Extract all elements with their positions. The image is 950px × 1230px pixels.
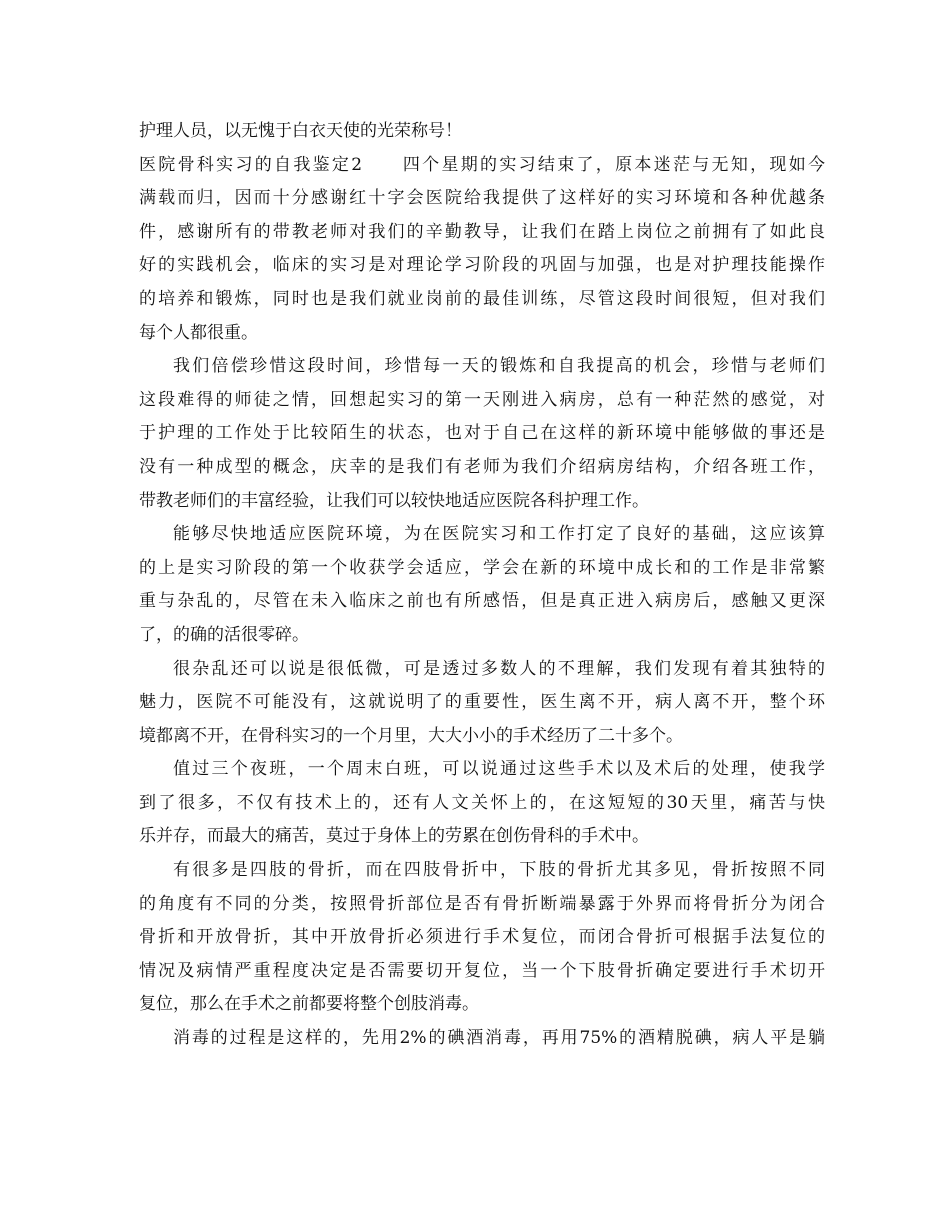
text-line: 魅力，医院不可能没有，这就说明了的重要性，医生离不开，病人离不开，整个环 [139,692,825,713]
text-line: 好的实践机会，临床的实习是对理论学习阶段的巩固与加强，也是对护理技能操作 [139,255,825,276]
text-line: 乐并存，而最大的痛苦，莫过于身体上的劳累在创伤骨科的手术中。 [139,826,649,847]
text-line: 了，的确的活很零碎。 [139,624,309,645]
text-line: 我们倍偿珍惜这段时间，珍惜每一天的锻炼和自我提高的机会，珍惜与老师们 [173,356,825,377]
text-line: 到了很多，不仅有技术上的，还有人文关怀上的，在这短短的30天里，痛苦与快 [139,792,825,813]
text-line: 骨折和开放骨折，其中开放骨折必须进行手术复位，而闭合骨折可根据手法复位的 [139,927,825,948]
text-line: 能够尽快地适应医院环境，为在医院实习和工作打定了良好的基础，这应该算 [173,524,825,545]
text-line: 医院骨科实习的自我鉴定2 四个星期的实习结束了，原本迷茫与无知，现如今 [139,154,825,175]
document-body [139,115,825,1056]
text-line: 每个人都很重。 [139,322,258,343]
text-line: 的培养和锻炼，同时也是我们就业岗前的最佳训练，尽管这段时间很短，但对我们 [139,288,825,309]
text-line: 的角度有不同的分类，按照骨折部位是否有骨折断端暴露于外界而将骨折分为闭合 [139,893,825,914]
text-line: 满载而归，因而十分感谢红十字会医院给我提供了这样好的实习环境和各种优越条 [139,188,825,209]
text-line: 复位，那么在手术之前都要将整个创肢消毒。 [139,994,479,1015]
text-line: 的上是实习阶段的第一个收获学会适应，学会在新的环境中成长和的工作是非常繁 [139,557,825,578]
text-line: 境都离不开，在骨科实习的一个月里，大大小小的手术经历了二十多个。 [139,725,683,746]
text-line: 很杂乱还可以说是很低微，可是透过多数人的不理解，我们发现有着其独特的 [173,658,825,679]
text-line: 值过三个夜班，一个周末白班，可以说通过这些手术以及术后的处理，使我学 [173,759,825,780]
text-line: 于护理的工作处于比较陌生的状态，也对于自己在这样的新环境中能够做的事还是 [139,423,825,444]
text-line: 件，感谢所有的带教老师对我们的辛勤教导，让我们在踏上岗位之前拥有了如此良 [139,221,825,242]
text-line: 情况及病情严重程度决定是否需要切开复位，当一个下肢骨折确定要进行手术切开 [139,960,825,981]
text-line: 带教老师们的丰富经验，让我们可以较快地适应医院各科护理工作。 [139,490,649,511]
text-line: 这段难得的师徒之情，回想起实习的第一天刚进入病房，总有一种茫然的感觉，对 [139,389,825,410]
text-line: 有很多是四肢的骨折，而在四肢骨折中，下肢的骨折尤其多见，骨折按照不同 [173,860,825,881]
text-line: 护理人员，以无愧于白衣天使的光荣称号！ [139,121,462,141]
text-line: 没有一种成型的概念，庆幸的是我们有老师为我们介绍病房结构，介绍各班工作， [139,456,825,477]
text-line: 消毒的过程是这样的，先用2%的碘酒消毒，再用75%的酒精脱碘，病人平是躺 [173,1028,825,1049]
text-line: 重与杂乱的，尽管在未入临床之前也有所感悟，但是真正进入病房后，感触又更深 [139,591,825,612]
